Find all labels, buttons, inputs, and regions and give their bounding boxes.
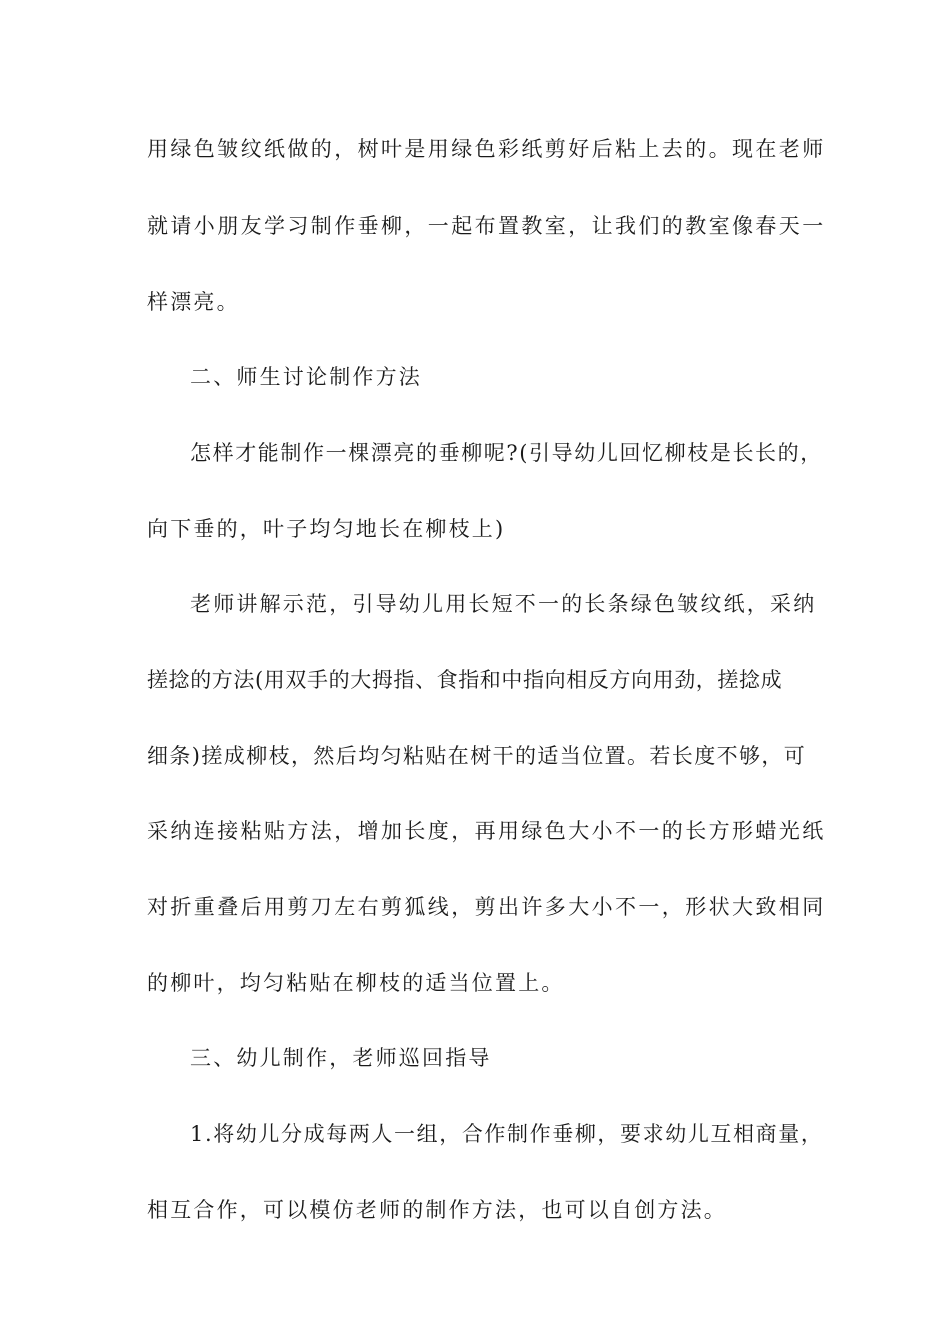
- text-line-7: 老师讲解示范，引导幼儿用长短不一的长条绿色皱纹纸，采纳: [190, 592, 817, 616]
- text-line-9: 细条)搓成柳枝，然后均匀粘贴在树干的适当位置。若长度不够，可: [147, 744, 807, 768]
- section-heading-3: 三、幼儿制作，老师巡回指导: [190, 1046, 492, 1070]
- text-line-5: 怎样才能制作一棵漂亮的垂柳呢?(引导幼儿回忆柳枝是长长的，: [190, 441, 823, 465]
- text-line-1: 用绿色皱纹纸做的，树叶是用绿色彩纸剪好后粘上去的。现在老师: [147, 137, 826, 161]
- text-line-11: 对折重叠后用剪刀左右剪狐线，剪出许多大小不一，形状大致相同: [147, 895, 826, 919]
- text-line-15: 相互合作，可以模仿老师的制作方法，也可以自创方法。: [147, 1198, 727, 1222]
- text-line-12: 的柳叶，均匀粘贴在柳枝的适当位置上。: [147, 971, 565, 995]
- text-line-14: 1.将幼儿分成每两人一组，合作制作垂柳，要求幼儿互相商量，: [190, 1122, 824, 1146]
- section-heading-2: 二、师生讨论制作方法: [190, 365, 422, 389]
- text-line-6: 向下垂的，叶子均匀地长在柳枝上): [147, 517, 506, 541]
- text-line-8: 搓捻的方法(用双手的大拇指、食指和中指向相反方向用劲，搓捻成: [147, 668, 783, 692]
- text-line-3: 样漂亮。: [147, 290, 240, 314]
- text-line-10: 采纳连接粘贴方法，增加长度，再用绿色大小不一的长方形蜡光纸: [147, 819, 826, 843]
- text-line-2: 就请小朋友学习制作垂柳，一起布置教室，让我们的教室像春天一: [147, 214, 826, 238]
